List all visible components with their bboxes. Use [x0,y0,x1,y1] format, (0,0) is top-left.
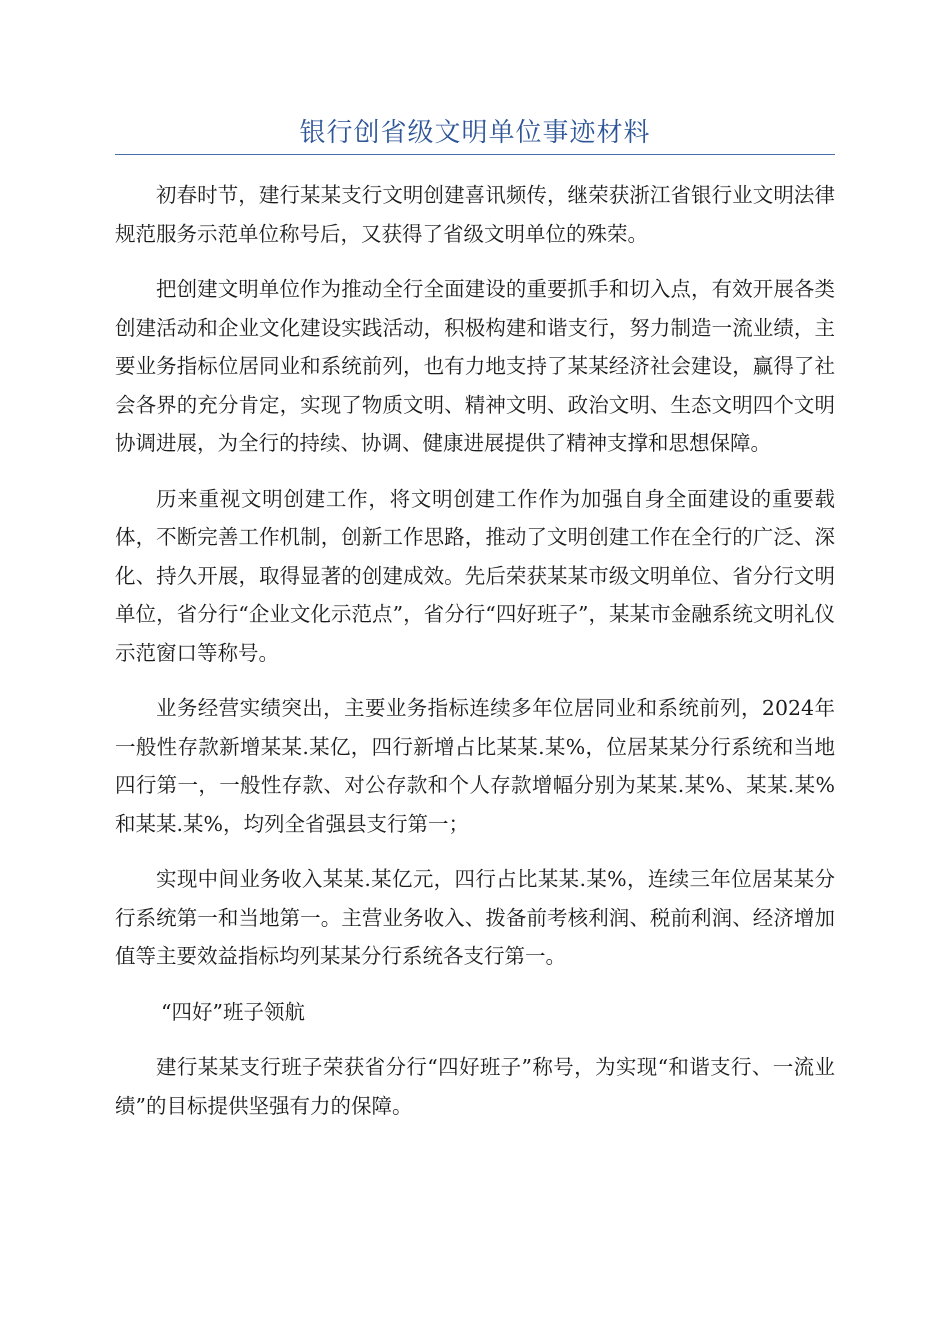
paragraph-4: 业务经营实绩突出，主要业务指标连续多年位居同业和系统前列，2024年一般性存款新增某某.某亿，四行新增占比某某.某%，位居某某分行系统和当地四行第一，一般性存款、对公存款和个人存款增幅分别为某某.某%、某某.某%和某某.某%，均列全省强县支行第一； [115,696,835,836]
section-heading: “四好”班子领航 [161,999,305,1024]
paragraph-1: 初春时节，建行某某支行文明创建喜讯频传，继荣获浙江省银行业文明法律规范服务示范单位称号后，又获得了省级文明单位的殊荣。 [115,183,835,246]
document-title: 银行创省级文明单位事迹材料 [299,118,651,148]
document-page [115,0,835,1125]
paragraph-2: 把创建文明单位作为推动全行全面建设的重要抓手和切入点，有效开展各类创建活动和企业文化建设实践活动，积极构建和谐支行，努力制造一流业绩，主要业务指标位居同业和系统前列，也有力地支持了某某经济社会建设，赢得了社会各界的充分肯定，实现了物质文明、精神文明、政治文明、生态文明四个文明协调进展，为全行的持续、协调、健康进展提供了精神支撑和思想保障。 [115,277,835,455]
title-underline [115,154,835,155]
paragraph-3: 历来重视文明创建工作，将文明创建工作作为加强自身全面建设的重要载体，不断完善工作机制，创新工作思路，推动了文明创建工作在全行的广泛、深化、持久开展，取得显著的创建成效。先后荣获某某市级文明单位、省分行文明单位，省分行“企业文化示范点”，省分行“四好班子”，某某市金融系统文明礼仪示范窗口等称号。 [115,486,835,665]
paragraph-5: 实现中间业务收入某某.某亿元，四行占比某某.某%，连续三年位居某某分行系统第一和当地第一。主营业务收入、拨备前考核利润、税前利润、经济增加值等主要效益指标均列某某分行系统各支行第一。 [115,867,835,968]
paragraph-6: 建行某某支行班子荣获省分行“四好班子”称号，为实现“和谐支行、一流业绩”的目标提供坚强有力的保障。 [115,1055,835,1118]
